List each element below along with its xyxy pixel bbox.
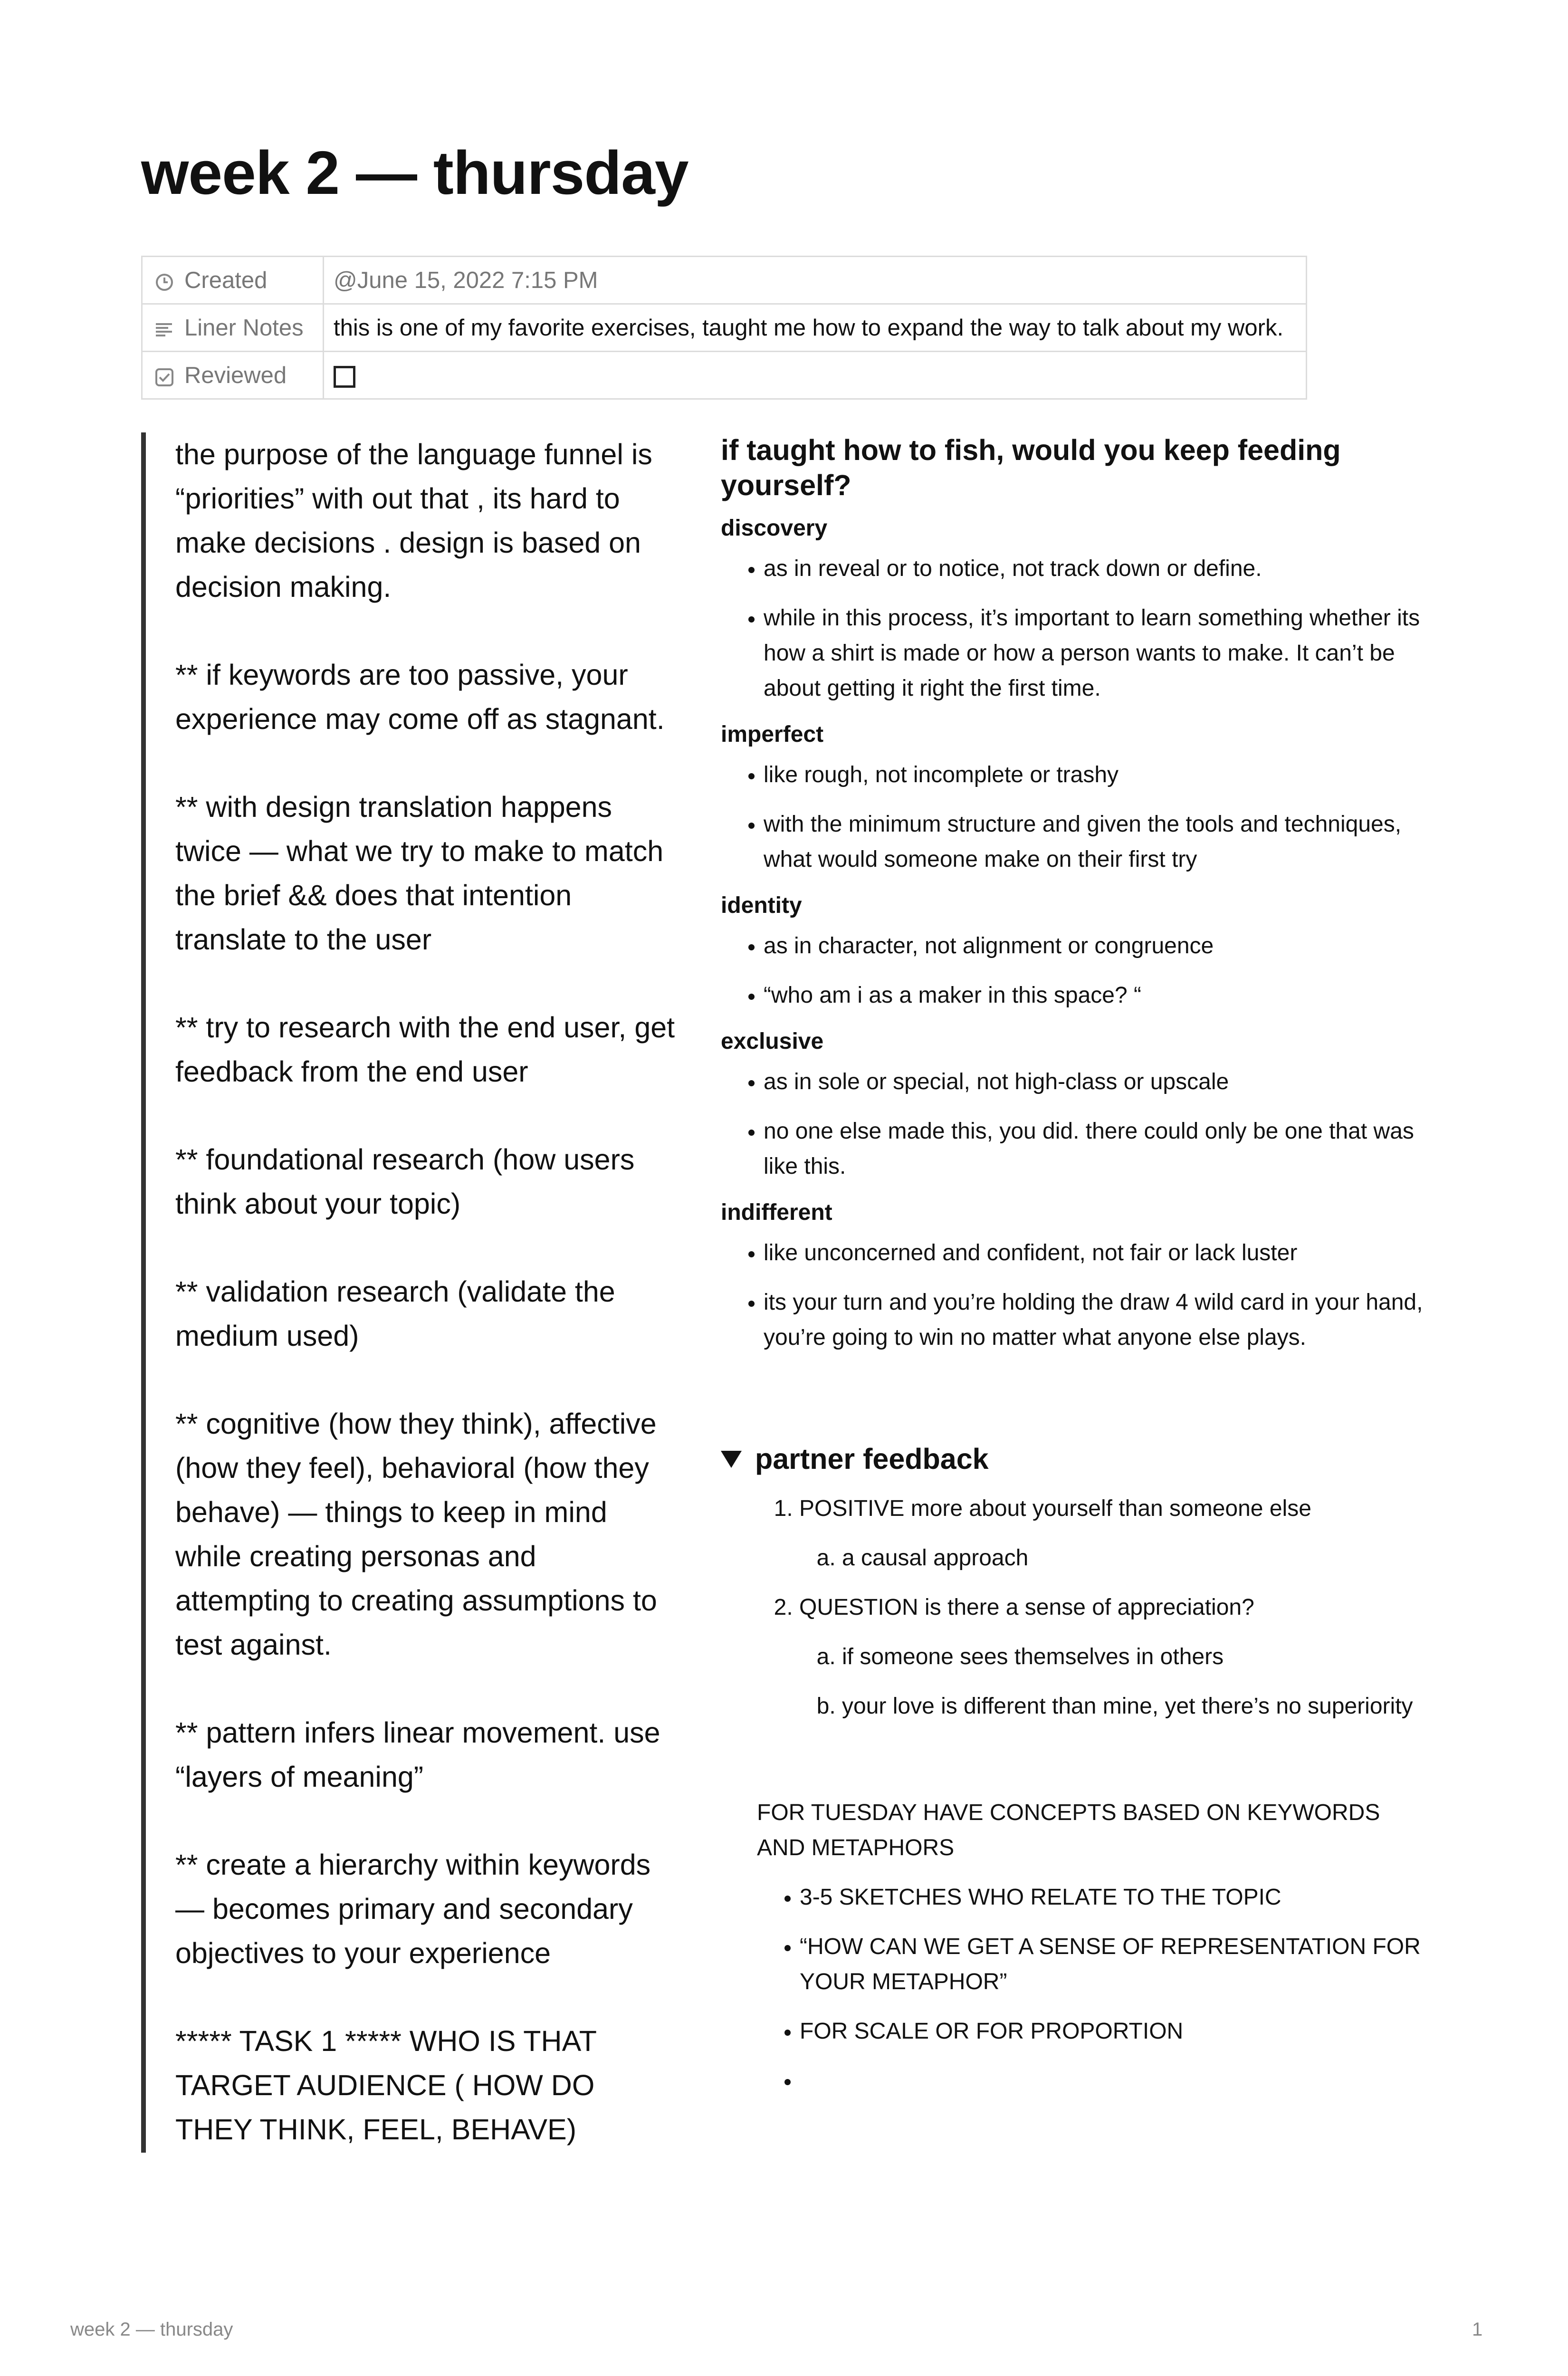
property-key-label: Created [184,267,268,293]
list-item: • like rough, not incomplete or trashy [764,757,1429,793]
property-key-cell [142,257,324,304]
list-item: • no one else made this, you did. there could only be one that was like this. [764,1114,1429,1184]
bullet-list [721,929,1429,1013]
quote-paragraph: ** try to research with the end user, get feedback from the end user [175,1011,675,1088]
notes-quote-block [141,432,678,2153]
numbered-list [721,1491,1429,1724]
toggle-label: partner feedback [755,1443,989,1475]
bullet-list [721,757,1429,877]
term-heading: imperfect [721,722,824,747]
sub-list [799,1639,1429,1724]
checkbox-property-icon [155,366,174,385]
tuesday-paragraph: FOR TUESDAY HAVE CONCEPTS BASED ON KEYWORDS AND METAPHORS [757,1800,1380,1860]
quote-paragraph: ** pattern infers linear movement. use “layers of meaning” [175,1716,660,1793]
sub-list [799,1541,1429,1576]
numbered-list-item [799,1491,1429,1576]
quote-paragraph: ** if keywords are too passive, your experience may come off as stagnant. [175,659,665,735]
list-item-text: QUESTION is there a sense of appreciation? [799,1595,1254,1620]
text-lines-icon [155,318,174,337]
property-key-label: Liner Notes [184,315,304,341]
list-item: • FOR SCALE OR FOR PROPORTION [800,2014,1429,2049]
sub-list-item: a. a causal approach [842,1541,1429,1576]
list-item: • as in character, not alignment or congruence [764,929,1429,964]
bullet-list [721,1236,1429,1355]
list-item: • with the minimum structure and given the tools and techniques, what would someone make on their first try [764,807,1429,877]
page-title: week 2 — thursday [141,139,688,207]
quote-paragraph: ** cognitive (how they think), affective (how they feel), behavioral (how they behave) — things to keep in mind while creating personas and attempting to creating assumptions to test against. [175,1408,657,1661]
list-item: • “who am i as a maker in this space? “ [764,978,1429,1013]
page-number: 1 [1472,2319,1483,2340]
quote-paragraph: the purpose of the language funnel is “priorities” with out that , its hard to make decisions . design is based on decision making. [175,438,652,603]
numbered-list-item [799,1590,1429,1724]
property-row-created [142,257,1307,304]
bullet-list [721,551,1429,706]
toggle-triangle-icon[interactable] [721,1451,742,1468]
sub-list-item: b. your love is different than mine, yet there’s no superiority [842,1689,1429,1724]
liner-notes-value[interactable]: this is one of my favorite exercises, taught me how to expand the way to talk about my work. [324,304,1307,352]
bullet-list [721,1064,1429,1184]
quote-paragraph: ** create a hierarchy within keywords — becomes primary and secondary objectives to your experience [175,1849,651,1969]
property-key-cell [142,352,324,399]
quote-paragraph: ***** TASK 1 ***** WHO IS THAT TARGET AUDIENCE ( HOW DO THEY THINK, FEEL, BEHAVE) [175,2025,596,2146]
sub-list-item: a. if someone sees themselves in others [842,1639,1429,1675]
term-heading: identity [721,893,802,918]
list-item: • as in reveal or to notice, not track down or define. [764,551,1429,586]
created-date-value[interactable]: @June 15, 2022 7:15 PM [324,257,1307,304]
section-heading: if taught how to fish, would you keep feeding yourself? [721,434,1341,501]
quote-paragraph: ** with design translation happens twice — what we try to make to match the brief && does that intention translate to the user [175,791,664,956]
right-column [721,432,1429,2113]
clock-icon [155,271,174,290]
properties-table [141,256,1307,400]
list-item: • 3-5 SKETCHES WHO RELATE TO THE TOPIC [800,1880,1429,1915]
term-heading: indifferent [721,1200,832,1225]
footer-title: week 2 — thursday [70,2319,233,2340]
tuesday-block [757,1795,1429,2098]
property-key-label: Reviewed [184,362,287,388]
quote-paragraph: ** foundational research (how users think about your topic) [175,1143,635,1220]
property-key-cell [142,304,324,352]
empty-list-item[interactable] [800,2063,1429,2098]
list-item: • “HOW CAN WE GET A SENSE OF REPRESENTATION FOR YOUR METAPHOR” [800,1929,1429,2000]
list-item: • while in this process, it’s important to learn something whether its how a shirt is made or how a person wants to make. It can’t be about getting it right the first time. [764,601,1429,706]
property-row-reviewed [142,352,1307,399]
list-item: • as in sole or special, not high-class or upscale [764,1064,1429,1100]
partner-feedback-toggle[interactable] [721,1441,1429,1477]
quote-paragraph: ** validation research (validate the medium used) [175,1275,615,1352]
term-heading: discovery [721,516,828,541]
list-item: • its your turn and you’re holding the draw 4 wild card in your hand, you’re going to win no matter what anyone else plays. [764,1285,1429,1355]
reviewed-checkbox[interactable] [334,366,355,388]
list-item-text: POSITIVE more about yourself than someone else [799,1496,1311,1521]
list-item: • like unconcerned and confident, not fair or lack luster [764,1236,1429,1271]
property-row-liner-notes [142,304,1307,352]
reviewed-value-cell [324,352,1307,399]
bullet-list [757,1880,1429,2098]
term-heading: exclusive [721,1029,824,1054]
